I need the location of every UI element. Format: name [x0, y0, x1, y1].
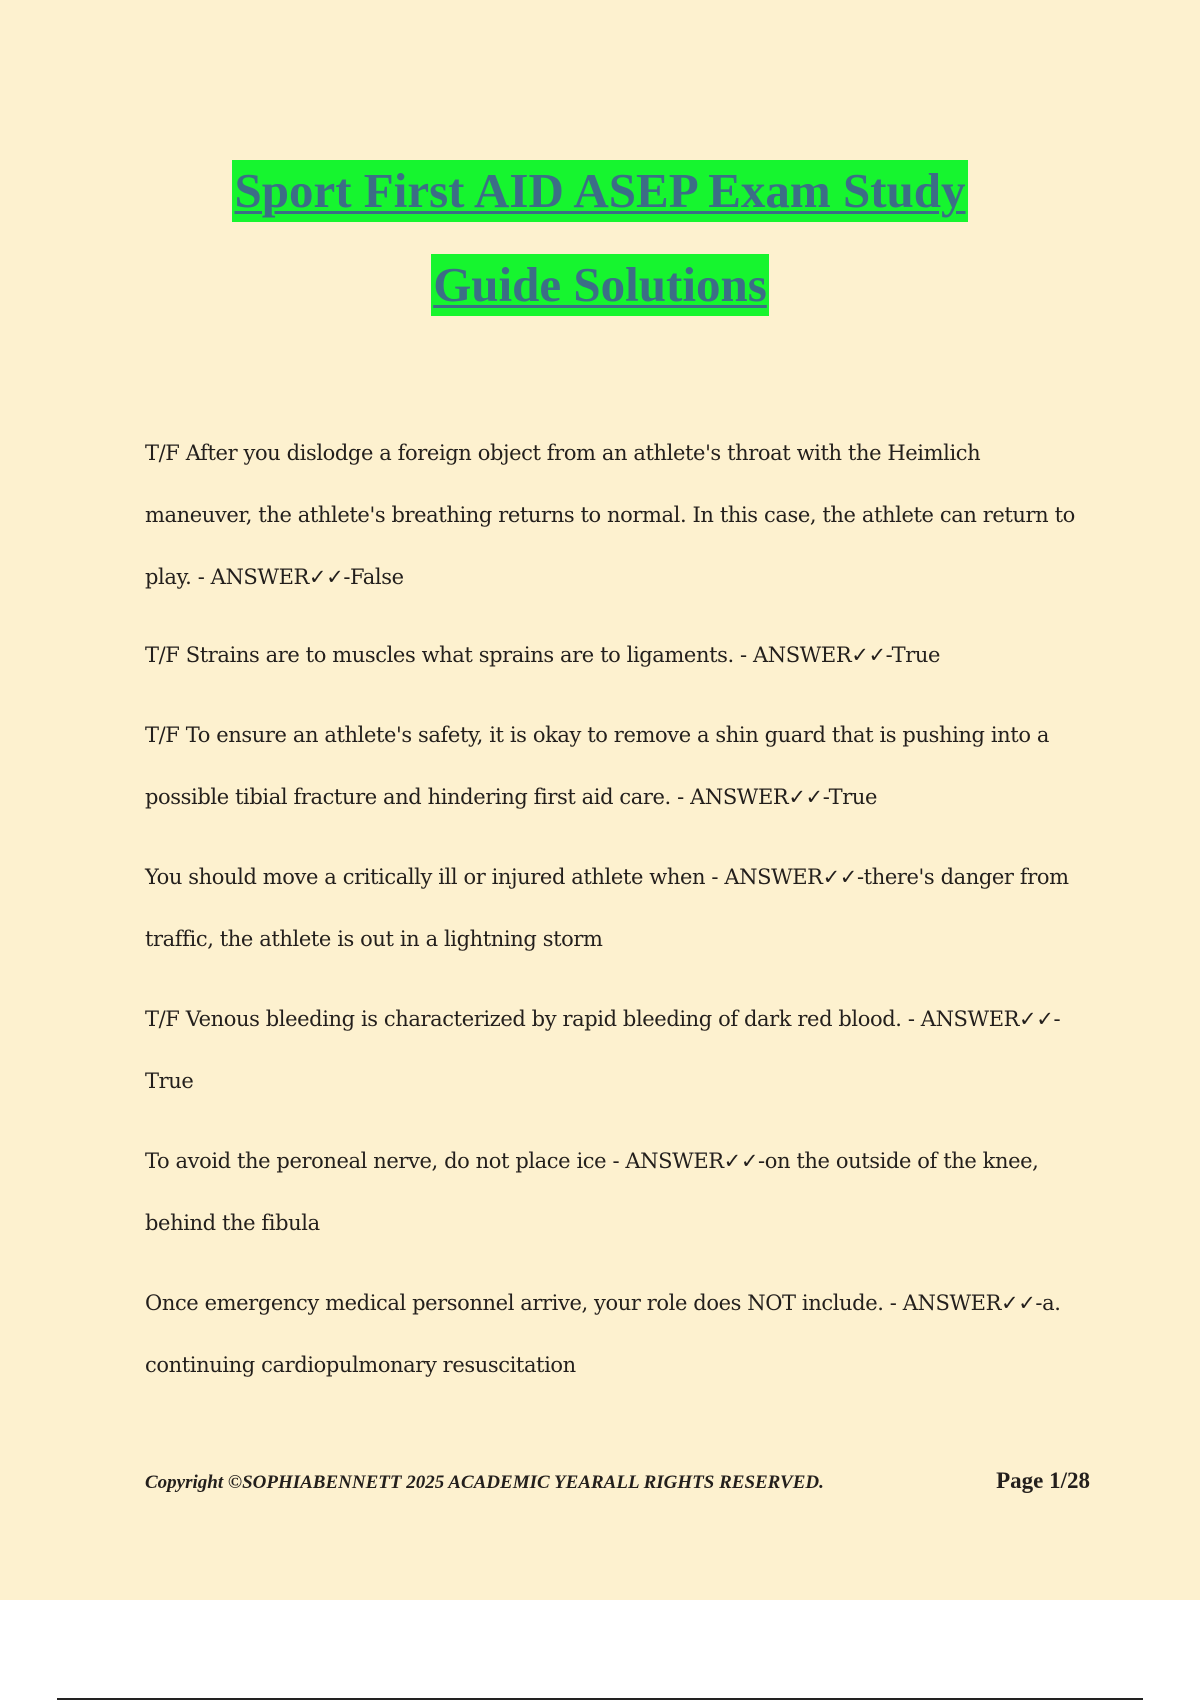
qa-item: T/F After you dislodge a foreign object from an athlete's throat with the Heimlich maneuver, the athlete's breathing returns to normal. In this case, the athlete can return to play. - ANSWER✓✓-False	[145, 441, 1075, 589]
title-line-1: Sport First AID ASEP Exam Study	[232, 160, 967, 222]
qa-item: Once emergency medical personnel arrive, your role does NOT include. - ANSWER✓✓-a. continuing cardiopulmonary resuscitation	[145, 1291, 1061, 1377]
qa-item: T/F Strains are to muscles what sprains are to ligaments. - ANSWER✓✓-True	[145, 643, 941, 667]
qa-item: To avoid the peroneal nerve, do not place ice - ANSWER✓✓-on the outside of the knee, behind the fibula	[145, 1149, 1039, 1235]
page-footer	[145, 1468, 1090, 1498]
qa-item: T/F To ensure an athlete's safety, it is okay to remove a shin guard that is pushing into a possible tibial fracture and hindering first aid care. - ANSWER✓✓-True	[145, 723, 1049, 809]
page-title	[0, 160, 1200, 348]
copyright-text: Copyright ©SOPHIABENNETT 2025 ACADEMIC YEARALL RIGHTS RESERVED.	[145, 1472, 824, 1493]
qa-item: You should move a critically ill or injured athlete when - ANSWER✓✓-there's danger from traffic, the athlete is out in a lightning storm	[145, 865, 1069, 951]
qa-list	[145, 422, 1090, 1414]
page-number: Page 1/28	[996, 1468, 1090, 1493]
title-line-2: Guide Solutions	[431, 254, 769, 316]
qa-item: T/F Venous bleeding is characterized by rapid bleeding of dark red blood. - ANSWER✓✓-True	[145, 1007, 1061, 1093]
